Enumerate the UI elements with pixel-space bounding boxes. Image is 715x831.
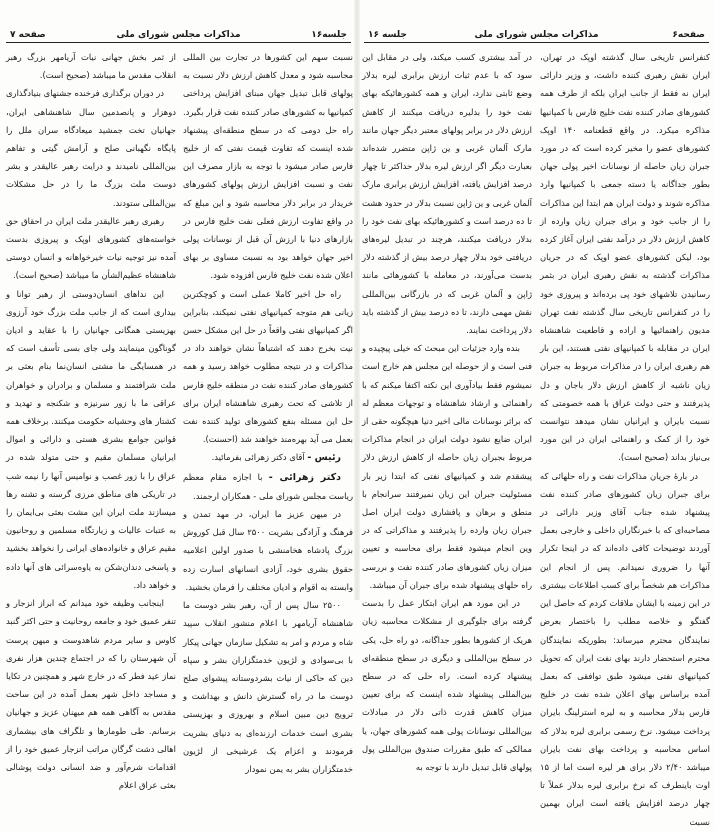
page-7	[0, 0, 357, 791]
paragraph: این نداهای انسان‌دوستی از رهبر توانا و بیداری است که از جانب ملت بزرگ خود آرزوی بهزیستی همگانی جهانیان را با عقاید و ادیان گوناگون مینمایند ولی جای بسی تأسف است که در همسایگی ما مشتی انسان‌نما بنام بعثی بر ملت شرافتمند و مسلمان و برادران و خواهران عراقی ما با زور سرنیزه و شکنجه و تهدید و کشتار های وحشیانه حکومت میکنند. برخلاف همه قوانین جوامع بشری هستی و دارائی و اموال ایرانیان مسلمان مقیم و حتی متولد شده در عراق را با زور غصب و نوامیس آنها را نیمه شب در تاریکی های مناطق مرزی گرسنه و تشنه رها میسازند ملت ایران این مشت بعثی بی‌ایمان را به عتبات عالیات و زیارتگاه مسلمین و روحانیون مقیم عراق و خانواده‌های ایرانی را نخواهد بخشید و پاسخی دندان‌شکن به یاوه‌سرائی های آنها داده و خواهد داد.	[6, 288, 176, 590]
speaker-name: دکتر زهرائی -	[268, 471, 341, 483]
paragraph: کنفرانس تاریخی سال گذشته اوپک در تهران، ایران نقش رهبری کننده داشت، و وزیر دارائی ایران نه فقط از جانب ایران بلکه از طرف همه کشورهای صادر کننده نفت خلیج فارس با کمپانیها مذاکره میکرد. در واقع قطعنامه ۱۴۰ اوپک کشورهای عضو را مخیر کرده است که در مورد جبران زیان حاصله از نوسانات اخیر پولی جهان بطور جداگانه یا دسته جمعی با کمپانیها وارد مذاکره شوند و دولت ایران هم ابتدا این مذاکرات را از جانب خود و برای جبران زیان وارده از کاهش ارزش دلار در درآمد نفتی ایران آغاز کرده بود، لیکن کشورهای عضو اوپک که در جریان مذاکرات گذشته به نقش رهبری ایران در بثمر رسانیدن تلاشهای خود پی برده‌اند و پیروزی خود را در کنفرانس تاریخی سال گذشته نفت تهران مدیون راهنمائیها و اراده و قاطعیت شاهنشاه ایران در مقابله با کمپانیهای نفتی هستند، این بار هم رهبری ایران را در مذاکرات مربوط به جبران زیان ناشیه از کاهش ارزش دلار باجان و دل پذیرفتند و حتی دولت عراق با همه خصومتی که نسبت بایران و ایرانیان نشان میدهد نتوانست خود را از کمک و راهنمائی ایران در این مورد بی‌نیاز بداند (صحیح است).	[540, 52, 710, 463]
paragraph: در دوران برگذاری فرخنده جشنهای بنیادگذاری دوهزار و پانصدمین سال شاهنشاهی ایران، جهانیان تخت جمشید میعادگاه سران ملل را پایگاه نگهبانی صلح و آرامش گیتی و تفاهم بین‌المللی نامیدند و درایت رهبر عالیقدر و بشر دوست ملت بزرگ ما را در حل مشکلات بین‌المللی ستودند.	[6, 88, 176, 208]
page-number: صفحه ۷	[10, 30, 46, 40]
paragraph: از ثمر بخش جهانی نیات آریامهر بزرگ رهبر انقلاب مقدس ما میباشد (صحیح است).	[6, 52, 176, 81]
paragraph: راه حل اخیر کاملا عملی است و کوچکترین زیانی هم متوجه کمپانیهای نفتی نمیکند، بنابراین اگر کمپانیهای نفتی واقعاً در حل این مشکل حسن نیت بخرج دهند که اشتباهاً نشان خواهند داد در مذاکرات و در نتیجه مطلوب خواهد رسید و همه کشورهای صادر کننده نفت در منطقه خلیج فارس از تلاشی که تحت رهبری شاهنشاه ایران برای حل این مسئله بنفع کشورهای تولید کننده نفت بعمل می آید بهره‌مند خواهند شد (احسنت).	[183, 288, 353, 445]
page-number: صفحه۶	[672, 30, 705, 40]
text-column-right	[540, 48, 710, 831]
paragraph: اینجانب وظیفه خود میدانم که ابراز انزجار و تنفر عمیق خود و جامعه روحانیت و حتی اکثر گنبد کاوس و سایر مردم شاهدوست و میهن پرست آن شهرستان را که در اجتماع چندین هزار نفری نماز عید فطر که در خارج شهر و همچنین در تکایا و مساجد داخل شهر بعمل آمده در این ساحت مقدس به آگاهی همه هم میهنان عزیز و جهانیان برسانم. طی طومارها و تلگراف های بیشماری اهالی دشت گرگان مراتب انزجار عمیق خود را از اقدامات شرم‌آور و ضد انسانی دولت پوشالی بعثی عراق اعلام	[6, 598, 176, 791]
paragraph: در بارهٔ جریان مذاکرات نفت و راه حلهائی که برای جبران زیان کشورهای صادر کننده نفت پیشنهاد شده جناب آقای وزیر دارائی در مصاحبه‌ای که با خبرنگاران داخلی و خارجی بعمل آوردند توضیحات کافی داده‌اند که در اینجا تکرار آنها را ضروری نمیدانم. پس از انجام این مذاکرات هم شخصاً برای کسب اطلاعات بیشتری در این زمینه با ایشان ملاقات کردم که حاصل این گفتگو و خلاصه مطلب را باختصار بعرض نمایندگان محترم میرساند: بطوریکه نمایندگان محترم استحضار دارند بهای نفت ایران که تحویل کمپانیهای نفتی میشود طبق توافقی که بعمل آمده براساس بهای اعلان شده نفت در خلیج فارس بدلار محاسبه و به لیره استرلینگ بایران پرداخت میشود. نرخ رسمی برابری لیره بدلار که اساس محاسبه و پرداخت بهای نفت بایران میباشد ۲/۴۰ دلار برای هر لیره است اما از ۱۵ اوت باینطرف که نرخ برابری لیره بدلار عملاً تا چهار درصد افزایش یافته است ایران بهمین نسبت	[540, 470, 710, 827]
speaker-paragraph	[183, 468, 353, 505]
paragraph-text: آقای دکتر زهرائی بفرمائید.	[211, 452, 305, 463]
speaker-paragraph	[183, 448, 353, 467]
page-6	[358, 0, 715, 827]
paragraph: در آمد بیشتری کسب میکند، ولی در مقابل این سود که با عدم ثبات ارزش برابری لیره بدلار وضع ثابتی ندارد، ایران و همه کشورهائیکه بهای نفت خود را بدلیره دریافت میکنند از کاهش ارزش دلار در برابر پولهای معتبر دیگر جهان مانند مارک آلمان غربی و ین ژاپن متضرر شده‌اند بعبارت دیگر اگر ارزش لیره بدلار حداکثر تا چهار درصد افزایش یافته، افزایش ارزش برابری مارک آلمان غربی و ین ژاپن نسبت بدلار در حدود هشت تا ده درصد است و کشورهائیکه بهای نفت خود را بدلار دریافت میکنند، هرچند در تبدیل لیره‌های دریافتی خود بدلار چهار درصد بیش از گذشته دلار بدست می‌آورند، در معامله با کشورهائی مانند ژاپن و آلمان غربی که در بازرگانی بین‌المللی نقش مهمی دارند، تا ده درصد بیش از گذشته باید دلار پرداخت نمایند.	[362, 52, 532, 336]
text-column-left	[6, 48, 176, 794]
paragraph: ۲۵۰۰ سال پس از آن، رهبر بشر دوست ما شاهنشاه آریامهر با اعلام منشور انقلاب سپید شاه و مردم و امر به تشکیل سازمان جهانی پیکار با بی‌سوادی و لژیون خدمتگزاران بشر و سپاه دین که حاکی از نیات بشردوستانه پیشوای صلح دوست ما در راه گسترش دانش و بهداشت و ترویج دین مبین اسلام و بهروزی و بهزیستی بشری است خدمات ارزنده‌ای به دنیای بشریت فرمودند و اعزام یک عرشیخی از لژیون خدمتگزاران بشر به یمن نمودار	[183, 600, 353, 774]
page-header	[6, 30, 351, 43]
running-title: مذاکرات مجلس شورای ملی	[474, 30, 599, 40]
running-title: مذاکرات مجلس شورای ملی	[116, 30, 241, 40]
speaker-name: رئیس -	[307, 452, 341, 464]
paragraph: رهبری رهبر عالیقدر ملت ایران در احقاق حق خواسته‌های کشورهای اوپک و پیروزی بدست آمده نیز توجیه نیات خیرخواهانه و انسان دوستی شاهنشاه عظیم‌الشأن ما میباشد (صحیح است).	[6, 215, 176, 281]
paragraph: نسبت سهم این کشورها در تجارت بین المللی محاسبه شود و معدل کاهش ارزش دلار نسبت به پولهای قابل تبدیل جهان مبنای افزایش پرداختی کمپانیها به کشورهای صادر کننده نفت قرار بگیرد. راه حل دومی که در سطح منطقه‌ای پیشنهاد شده اینست که تفاوت قیمت نفتی که از خلیج فارس صادر میشود با توجه به بازار مصرف این نفت و نسبت افزایش ارزش پولهای کشورهای خریدار در برابر دلار محاسبه شود و این مبلغ که در واقع تفاوت ارزش فعلی نفت خلیج فارس در بازارهای دنیا با ارزش آن قبل از نوسانات پولی اخیر جهان خواهد بود به نسبت مساوی بر بهای اعلان شده نفت خلیج فارس افزوده شود.	[183, 52, 353, 281]
text-column-left	[362, 48, 532, 776]
page-header	[364, 30, 709, 43]
paragraph-text: با اجازه مقام معظم ریاست مجلس شورای ملی - همکاران ارجمند.	[183, 471, 353, 501]
paragraph: در این مورد هم ایران ابتکار عمل را بدست گرفته برای جلوگیری از مشکلات محاسبه زیان هریک از کشورها بطور جداگانه، دو راه حل، یکی در سطح بین‌المللی و دیگری در سطح منطقه‌ای پیشنهاد کرده است. راه حلی که در سطح بین‌المللی پیشنهاد شده اینست که برای تعیین میزان کاهش قدرت ذاتی دلار در مبادلات بین‌المللی نوسانات پولی همه کشورهای جهان، یا ممالکی که طبق مقررات صندوق بین‌المللی پول پولهای قابل تبدیل دارند با توجه به	[362, 598, 532, 772]
session-number: جلسه ۱۶	[368, 30, 407, 40]
paragraph: در میهن عزیز ما ایران، در مهد تمدن و فرهنگ و آزادگی بشریت ۲۵۰۰ سال قبل کوروش بزرگ پادشاه هخامنشی با صدور اولین اعلامیه حقوق بشری خود، آزادی انسانهای اسارت زده وابسته به اقوام و ادیان مختلف را فرمان بخشید.	[183, 509, 353, 592]
session-number: جلسه۱۶	[311, 30, 347, 40]
text-column-right	[183, 48, 353, 778]
paragraph: بنده وارد جزئیات این مبحث که خیلی پیچیده و فنی است و از حوصله این مجلس هم خارج است نمیشوم فقط بیادآوری این نکته اکتفا میکنم که با راهنمائی و ارشاد شاهنشاه و توجهات معظم له که براثر نوسانات مالی اخیر دنیا هیچگونه حقی از ایران ضایع نشود دولت ایران در انجام مذاکرات مربوط بجبران زیان حاصله از کاهش ارزش دلار پیشقدم شد و کمپانیهای نفتی که ابتدا زیر بار مسئولیت جبران این زیان نمیرفتند سرانجام با منطق و برهان و پافشاری دولت ایران اصل جبران زیان وارده را پذیرفتند و مذاکراتی که در وین انجام میشود فقط برای محاسبه و تعیین میزان زیان کشورهای صادر کننده نفت و بررسی راه حلهای پیشنهاد شده برای جبران آن میباشد.	[362, 343, 532, 590]
